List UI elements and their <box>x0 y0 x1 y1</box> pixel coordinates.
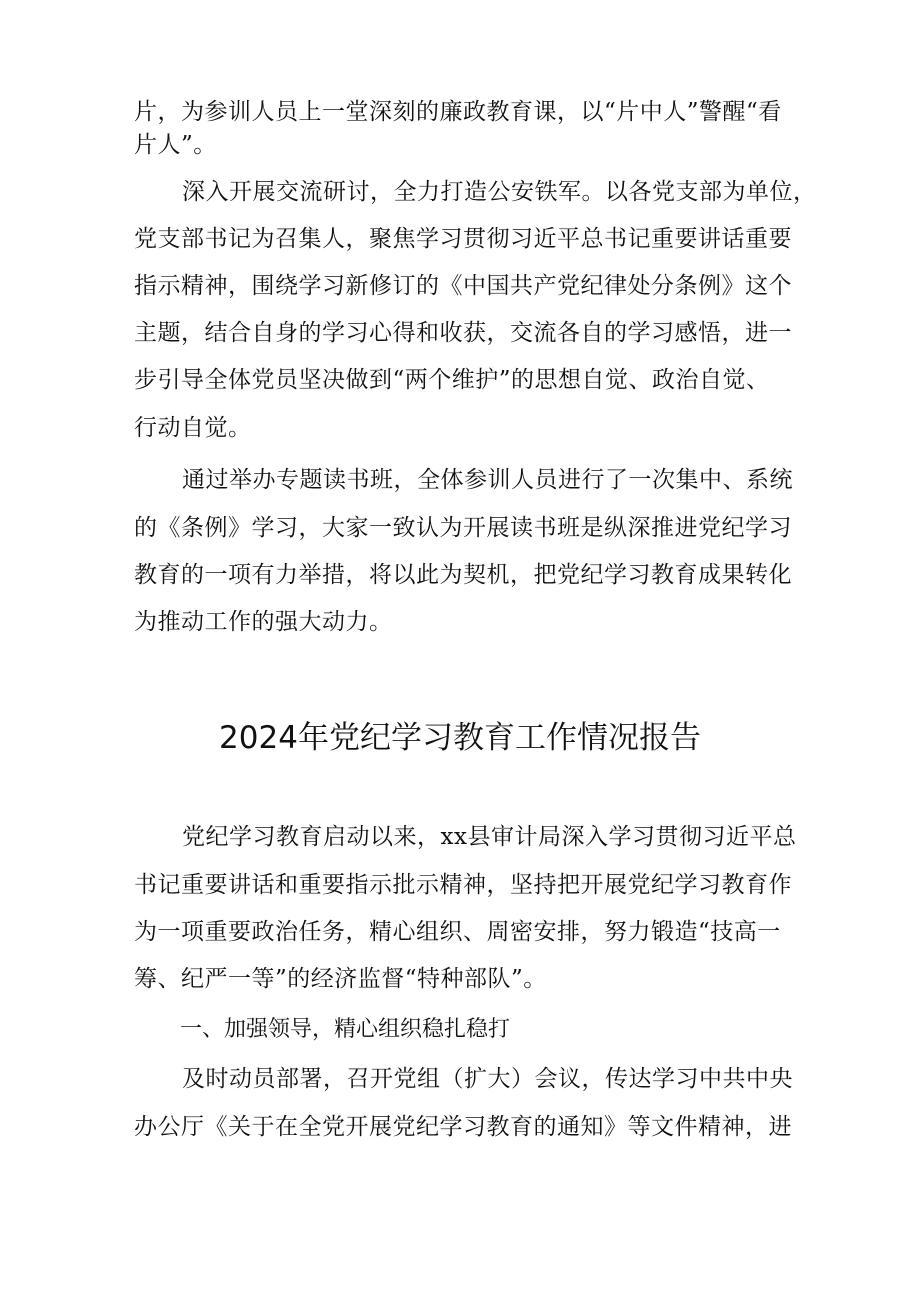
body-text-line: 党纪学习教育启动以来，xx县审计局深入学习贯彻习近平总 <box>182 824 797 850</box>
body-text-line: 教育的一项有力举措，将以此为契机，把党纪学习教育成果转化 <box>134 562 792 588</box>
body-text-line: 为一项重要政治任务，精心组织、周密安排，努力锻造“技高一 <box>134 919 781 945</box>
body-text-line: 办公厅《关于在全党开展党纪学习教育的通知》等文件精神，进 <box>134 1114 792 1140</box>
body-text-line: 的《条例》学习，大家一致认为开展读书班是纵深推进党纪学习 <box>134 515 792 541</box>
body-text-line: 主题，结合自身的学习心得和收获，交流各自的学习感悟，进一 <box>134 320 792 346</box>
body-text-line: 指示精神，围绕学习新修订的《中国共产党纪律处分条例》这个 <box>134 273 792 299</box>
body-text-line: 片人”。 <box>134 132 217 158</box>
body-text-line: 及时动员部署，召开党组（扩大）会议，传达学习中共中央 <box>182 1066 793 1092</box>
body-text-line: 为推动工作的强大动力。 <box>134 609 393 635</box>
body-text-line: 通过举办专题读书班，全体参训人员进行了一次集中、系统 <box>182 467 793 493</box>
body-text-line: 书记重要讲话和重要指示批示精神，坚持把开展党纪学习教育作 <box>134 872 792 898</box>
body-text-line: 党支部书记为召集人，聚焦学习贯彻习近平总书记重要讲话重要 <box>134 226 792 252</box>
section-heading: 一、加强领导，精心组织稳扎稳打 <box>180 1017 511 1042</box>
body-text-line: 深入开展交流研讨，全力打造公安铁军。以各党支部为单位， <box>182 179 817 205</box>
body-text-line: 步引导全体党员坚决做到“两个维护”的思想自觉、政治自觉、 <box>134 367 770 393</box>
body-text-line: 片，为参训人员上一堂深刻的廉政教育课，以“片中人”警醒“看 <box>134 99 782 125</box>
body-text-line: 筹、纪严一等”的经济监督“特种部队”。 <box>134 966 547 992</box>
body-text-line: 行动自觉。 <box>134 415 252 441</box>
report-title: 2024年党纪学习教育工作情况报告 <box>219 720 701 756</box>
